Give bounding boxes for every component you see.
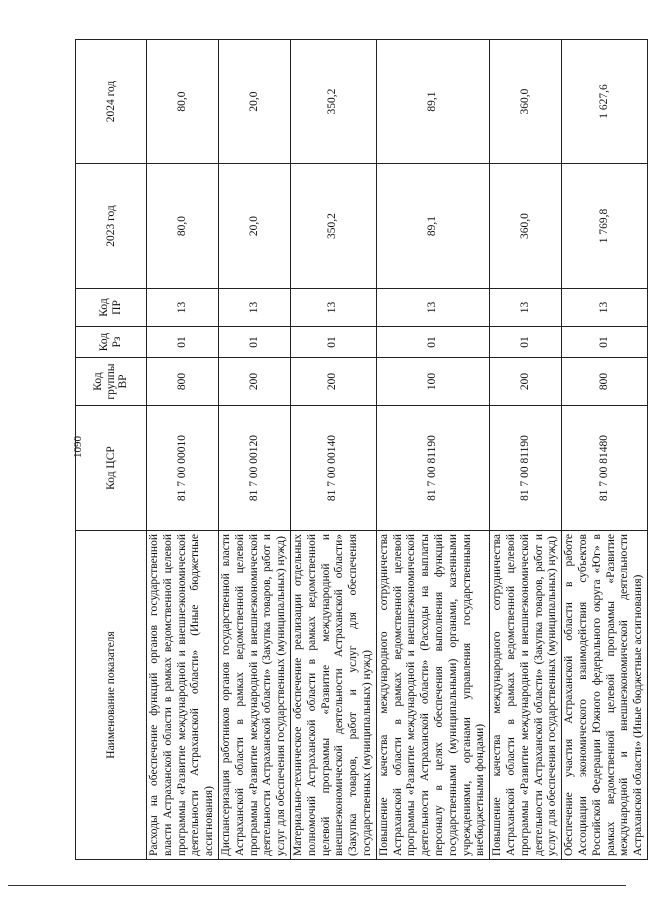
cell-2023: 20,0 — [218, 164, 290, 289]
cell-vr: 200 — [290, 358, 376, 406]
page-number: 1090 — [72, 436, 84, 458]
header-pr: Код ПР — [76, 289, 147, 327]
cell-2023: 89,1 — [376, 164, 489, 289]
cell-2024: 89,1 — [376, 40, 489, 164]
cell-2024: 80,0 — [147, 40, 219, 164]
header-2023: 2023 год — [76, 164, 147, 289]
cell-csr: 81 7 00 00140 — [290, 406, 376, 531]
table-row — [562, 40, 648, 860]
header-name: Наименование показателя — [76, 531, 147, 860]
cell-vr: 800 — [562, 358, 648, 406]
cell-csr: 81 7 00 81190 — [376, 406, 489, 531]
cell-pr: 13 — [290, 289, 376, 327]
cell-pr: 13 — [376, 289, 489, 327]
bottom-rule — [8, 885, 626, 886]
cell-rz: 01 — [290, 327, 376, 358]
cell-rz: 01 — [147, 327, 219, 358]
cell-csr: 81 7 00 00010 — [147, 406, 219, 531]
table-row — [290, 40, 376, 860]
cell-2024: 1 627,6 — [562, 40, 648, 164]
rotated-table-container — [75, 40, 645, 860]
cell-pr: 13 — [218, 289, 290, 327]
cell-vr: 100 — [376, 358, 489, 406]
cell-name: Диспансеризация работников органов государственной власти Астраханской области в рамках ведомственной целевой программы «Развитие международной и внешнеэкономической деятельности Астраханской области» (Закупка товаров, работ и услуг для обеспечения государственных (муниципальных) нужд) — [218, 531, 290, 860]
cell-rz: 01 — [218, 327, 290, 358]
cell-vr: 200 — [218, 358, 290, 406]
table-row — [147, 40, 219, 860]
cell-name: Обеспечение участия Астраханской области в работе Ассоциации экономического взаимодействия субъектов Российской Федерации Южного федерального округа «Юг» в рамках ведомственной целевой программы «Развитие международной и внешнеэкономической деятельности Астраханской области» (Иные бюджетные ассигнования) — [562, 531, 648, 860]
cell-2023: 80,0 — [147, 164, 219, 289]
table-row — [490, 40, 562, 860]
cell-rz: 01 — [562, 327, 648, 358]
cell-csr: 81 7 00 00120 — [218, 406, 290, 531]
cell-2024: 20,0 — [218, 40, 290, 164]
cell-pr: 13 — [562, 289, 648, 327]
cell-pr: 13 — [147, 289, 219, 327]
cell-2023: 360,0 — [490, 164, 562, 289]
cell-name: Повышение качества международного сотрудничества Астраханской области в рамках ведомственной целевой программы «Развитие международной и внешнеэкономической деятельности Астраханской области» (Закупка товаров, работ и услуг для обеспечения государственных (муниципальных) нужд) — [490, 531, 562, 860]
cell-rz: 01 — [376, 327, 489, 358]
cell-vr: 800 — [147, 358, 219, 406]
cell-csr: 81 7 00 81190 — [490, 406, 562, 531]
header-rz: Код Рз — [76, 327, 147, 358]
cell-2024: 360,0 — [490, 40, 562, 164]
table-header-row — [76, 40, 147, 860]
cell-vr: 200 — [490, 358, 562, 406]
header-vr: Код группы ВР — [76, 358, 147, 406]
table-row — [218, 40, 290, 860]
cell-2024: 350,2 — [290, 40, 376, 164]
cell-2023: 350,2 — [290, 164, 376, 289]
cell-pr: 13 — [490, 289, 562, 327]
budget-table — [75, 39, 648, 860]
cell-2023: 1 769,8 — [562, 164, 648, 289]
header-2024: 2024 год — [76, 40, 147, 164]
cell-csr: 81 7 00 81480 — [562, 406, 648, 531]
cell-rz: 01 — [490, 327, 562, 358]
table-row — [376, 40, 489, 860]
cell-name: Расходы на обеспечение функций органов государственной власти Астраханской области в рамках ведомственной целевой программы «Развитие международной и внешнеэкономической деятельности Астраханской области» (Иные бюджетные ассигнования) — [147, 531, 219, 860]
cell-name: Повышение качества международного сотрудничества Астраханской области в рамках ведомственной целевой программы «Развитие международной и внешнеэкономической деятельности Астраханской области» (Расходы на выплаты персоналу в целях обеспечения выполнения функций государственными (муниципальными) органами, казенными учреждениями, органами управления государственными внебюджетными фондами) — [376, 531, 489, 860]
header-csr: Код ЦСР — [76, 406, 147, 531]
cell-name: Материально-техническое обеспечение реализации отдельных полномочий Астраханской области в рамках ведомственной целевой программы «Развитие международной и внешнеэкономической деятельности Астраханской области» (Закупка товаров, работ и услуг для обеспечения государственных (муниципальных) нужд) — [290, 531, 376, 860]
